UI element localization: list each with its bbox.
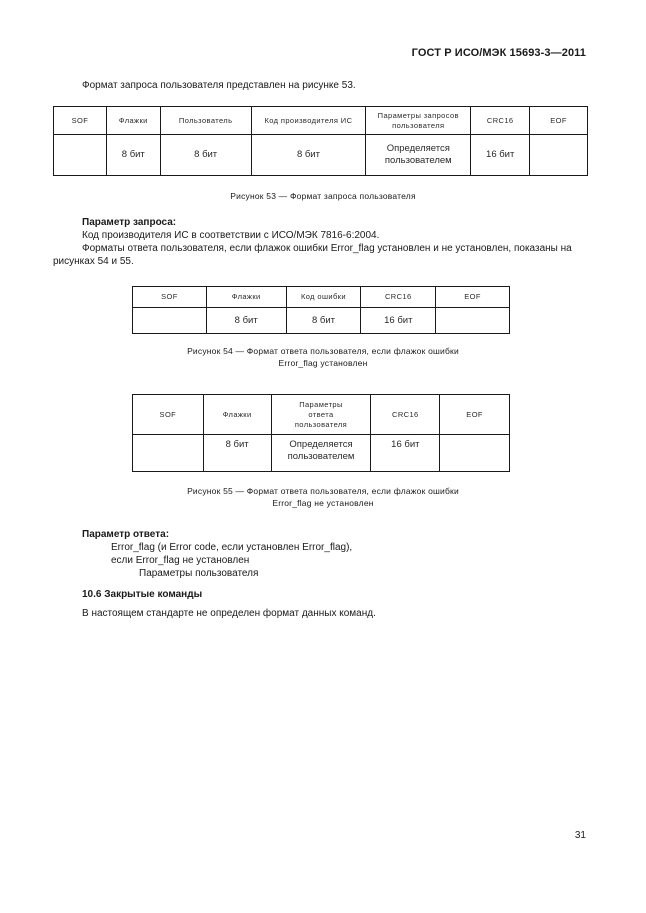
intro-paragraph: Формат запроса пользователя представлен на рисунке 53. [82,80,356,91]
figure-caption-53: Рисунок 53 — Формат запроса пользователя [230,191,416,201]
header-cell: Пользователь [160,107,251,135]
value-cell: Определяется пользователем [366,135,471,176]
header-cell: CRC16 [471,107,530,135]
table-response-error-set [132,286,510,334]
value-cell [530,135,588,176]
value-cell [440,435,510,472]
table-value-row [133,435,510,472]
table-request-format [53,106,588,176]
figure-caption-54 [53,345,593,369]
section-text: В настоящем стандарте не определен формат данных команд. [82,608,376,619]
caption-line: Error_flag не установлен [272,498,374,508]
request-param-line: Форматы ответа пользователя, если флажок ошибки Error_flag установлен и не установлен, показаны на рисунках 54 и 55. [53,243,572,267]
header-cell: Параметры ответа пользователя [271,395,371,435]
header-cell: Параметры запросов пользователя [366,107,471,135]
table-header-row [54,107,588,135]
header-cell: SOF [54,107,107,135]
value-cell: 8 бит [203,435,271,472]
request-param-heading: Параметр запроса: [82,217,177,228]
header-cell: EOF [436,287,510,308]
caption-line: Рисунок 54 — Формат ответа пользователя, если флажок ошибки [187,346,459,356]
caption-line: Рисунок 55 — Формат ответа пользователя, если флажок ошибки [187,486,459,496]
header-cell: EOF [530,107,588,135]
response-param-line: Error_flag (и Error code, если установлен Error_flag), [111,542,353,553]
header-cell: EOF [440,395,510,435]
response-param-heading: Параметр ответа: [82,529,170,540]
value-cell: Определяется пользователем [271,435,371,472]
value-cell [54,135,107,176]
caption-line: Error_flag установлен [278,358,368,368]
header-cell: Флажки [203,395,271,435]
table-response-error-not-set [132,394,510,472]
header-cell: SOF [133,395,204,435]
value-cell: 8 бит [286,308,361,334]
header-cell: CRC16 [371,395,440,435]
value-cell: 16 бит [471,135,530,176]
value-cell [436,308,510,334]
response-param-line: если Error_flag не установлен [111,555,250,566]
request-param-line: Код производителя ИС в соответствии с ИСО/МЭК 7816-6:2004. [82,230,380,241]
section-heading: 10.6 Закрытые команды [82,589,203,600]
table-header-row [133,395,510,435]
value-cell: 8 бит [206,308,286,334]
value-cell: 16 бит [371,435,440,472]
header-cell: SOF [133,287,207,308]
table-value-row [54,135,588,176]
page-number: 31 [574,830,586,841]
value-cell: 8 бит [160,135,251,176]
header-cell: Флажки [106,107,160,135]
table-header-row [133,287,510,308]
header-cell: Код ошибки [286,287,361,308]
header-cell: Флажки [206,287,286,308]
value-cell: 16 бит [361,308,436,334]
figure-caption-55 [53,485,593,509]
value-cell [133,308,207,334]
header-cell: Код производителя ИС [251,107,366,135]
header-cell: CRC16 [361,287,436,308]
value-cell: 8 бит [106,135,160,176]
value-cell [133,435,204,472]
document-header: ГОСТ Р ИСО/МЭК 15693-3—2011 [411,47,586,59]
response-param-line: Параметры пользователя [139,568,259,579]
value-cell: 8 бит [251,135,366,176]
table-value-row [133,308,510,334]
